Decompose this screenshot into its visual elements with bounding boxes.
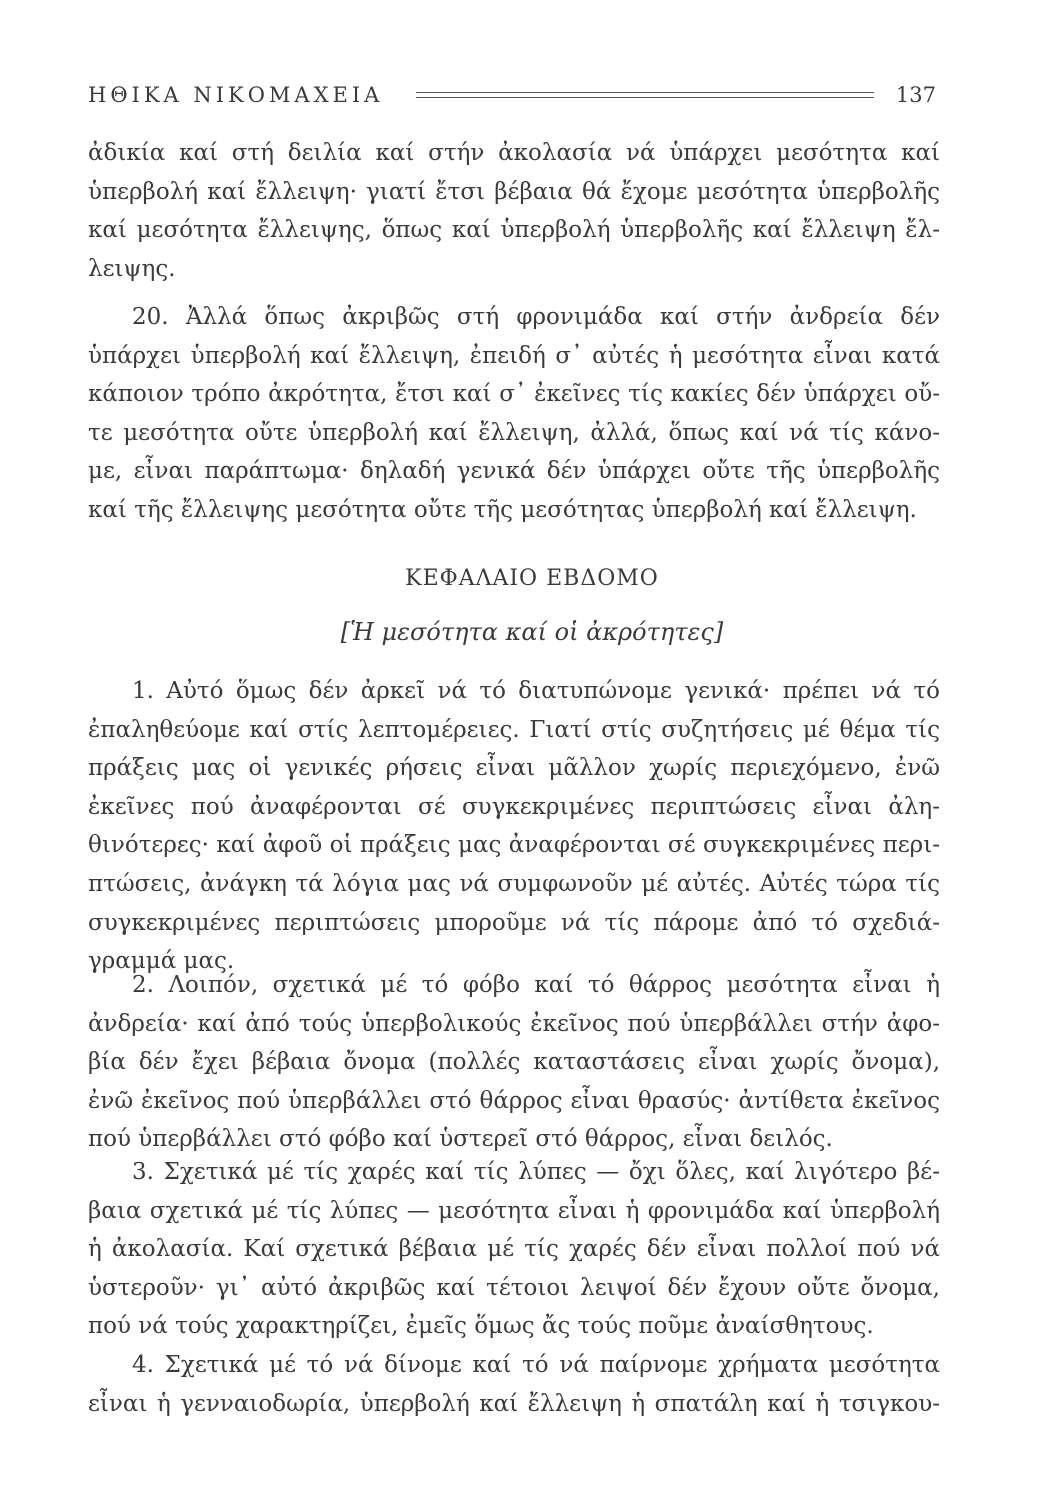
- text-line: γραμμά μας.: [88, 948, 235, 975]
- chapter-title: ΚΕΦΑΛΑΙΟ ΕΒΔΟΜΟ: [405, 566, 659, 591]
- paragraph-continuation: [88, 134, 940, 288]
- text-line: ἐνῶ ἐκεῖνος πού ὑπερβάλλει στό θάρρος εἶναι θρασύς· ἀντίθετα ἐκεῖνος: [88, 1087, 940, 1114]
- page-number: 137: [895, 83, 936, 107]
- text-line: βαια σχετικά μέ τίς λύπες — μεσότητα εἶναι ἡ φρονιμάδα καί ὑπερβολή: [88, 1197, 940, 1224]
- text-line: πού νά τούς χαρακτηρίζει, ἐμεῖς ὅμως ἄς τούς ποῦμε ἀναίσθητους.: [88, 1313, 874, 1340]
- text-line: λειψης.: [88, 255, 176, 282]
- header-rule: [416, 92, 874, 98]
- text-line: πού ὑπερβάλλει στό φόβο καί ὑστερεῖ στό θάρρος, εἶναι δειλός.: [88, 1126, 833, 1153]
- text-line: 4. Σχετικά μέ τό νά δίνομε καί τό νά παίρνομε χρήματα μεσότητα: [132, 1352, 940, 1378]
- paragraph-section-4: [88, 1346, 940, 1423]
- text-line: πράξεις μας οἱ γενικές ρήσεις εἶναι μᾶλλον χωρίς περιεχόμενο, ἐνῶ: [88, 755, 940, 782]
- text-line: εἶναι ἡ γενναιοδωρία, ὑπερβολή καί ἔλλειψη ἡ σπατάλη καί ἡ τσιγκου-: [88, 1390, 940, 1417]
- running-title: ΗΘΙΚΑ ΝΙΚΟΜΑΧΕΙΑ: [88, 83, 384, 107]
- text-line: κάποιον τρόπο ἀκρότητα, ἔτσι καί σ᾽ ἐκεῖνες τίς κακίες δέν ὑπάρχει οὔ-: [88, 381, 940, 408]
- text-line: καί τῆς ἔλλειψης μεσότητα οὔτε τῆς μεσότητας ὑπερβολή καί ἔλλειψη.: [88, 496, 917, 523]
- text-line: πτώσεις, ἀνάγκη τά λόγια μας νά συμφωνοῦν μέ αὐτές. Αὐτές τώρα τίς: [88, 870, 940, 897]
- page-header: [88, 80, 940, 110]
- paragraph-section-3: [88, 1153, 940, 1346]
- text-line: βία δέν ἔχει βέβαια ὄνομα (πολλές καταστάσεις εἶναι χωρίς ὄνομα),: [88, 1049, 940, 1076]
- text-line: ὑπερβολή καί ἔλλειψη· γιατί ἔτσι βέβαια θά ἔχομε μεσότητα ὑπερβολῆς: [88, 178, 940, 205]
- text-line: ἀδικία καί στή δειλία καί στήν ἀκολασία νά ὑπάρχει μεσότητα καί: [88, 140, 940, 166]
- text-line: ἐκεῖνες πού ἀναφέρονται σέ συγκεκριμένες περιπτώσεις εἶναι ἀλη-: [88, 793, 940, 820]
- paragraph-section-2: [88, 966, 940, 1159]
- text-line: ἀνδρεία· καί ἀπό τούς ὑπερβολικούς ἐκεῖνος πού ὑπερβάλλει στήν ἀφο-: [88, 1010, 940, 1037]
- text-line: ἡ ἀκολασία. Καί σχετικά βέβαια μέ τίς χαρές δέν εἶναι πολλοί πού νά: [88, 1236, 940, 1263]
- text-line: συγκεκριμένες περιπτώσεις μποροῦμε νά τίς πάρομε ἀπό τό σχεδιά-: [88, 909, 940, 936]
- text-line: 20. Ἀλλά ὅπως ἀκριβῶς στή φρονιμάδα καί στήν ἀνδρεία δέν: [132, 304, 940, 330]
- text-line: ὑπάρχει ὑπερβολή καί ἔλλειψη, ἐπειδή σ᾽ αὐτές ἡ μεσότητα εἶναι κατά: [88, 342, 940, 369]
- text-line: με, εἶναι παράπτωμα· δηλαδή γενικά δέν ὑπάρχει οὔτε τῆς ὑπερβολῆς: [88, 458, 940, 485]
- text-line: καί μεσότητα ἔλλειψης, ὅπως καί ὑπερβολή ὑπερβολῆς καί ἔλλειψη ἔλ-: [88, 217, 940, 244]
- text-line: ἐπαληθεύομε καί στίς λεπτομέρειες. Γιατί στίς συζητήσεις μέ θέμα τίς: [88, 716, 940, 743]
- text-line: τε μεσότητα οὔτε ὑπερβολή καί ἔλλειψη, ἀλλά, ὅπως καί νά τίς κάνο-: [88, 419, 940, 446]
- paragraph-section-20: [88, 298, 940, 530]
- chapter-subtitle: [Ἡ μεσότητα καί οἱ ἀκρότητες]: [340, 618, 724, 646]
- text-line: 1. Αὐτό ὅμως δέν ἀρκεῖ νά τό διατυπώνομε γενικά· πρέπει νά τό: [132, 678, 940, 704]
- text-line: 2. Λοιπόν, σχετικά μέ τό φόβο καί τό θάρρος μεσότητα εἶναι ἡ: [132, 972, 940, 998]
- paragraph-section-1: [88, 672, 940, 981]
- text-line: 3. Σχετικά μέ τίς χαρές καί τίς λύπες — ὄχι ὅλες, καί λιγότερο βέ-: [132, 1159, 940, 1185]
- text-line: θινότερες· καί ἀφοῦ οἱ πράξεις μας ἀναφέρονται σέ συγκεκριμένες περι-: [88, 832, 940, 859]
- text-line: ὑστεροῦν· γι᾽ αὐτό ἀκριβῶς καί τέτοιοι λειψοί δέν ἔχουν οὔτε ὄνομα,: [88, 1274, 940, 1301]
